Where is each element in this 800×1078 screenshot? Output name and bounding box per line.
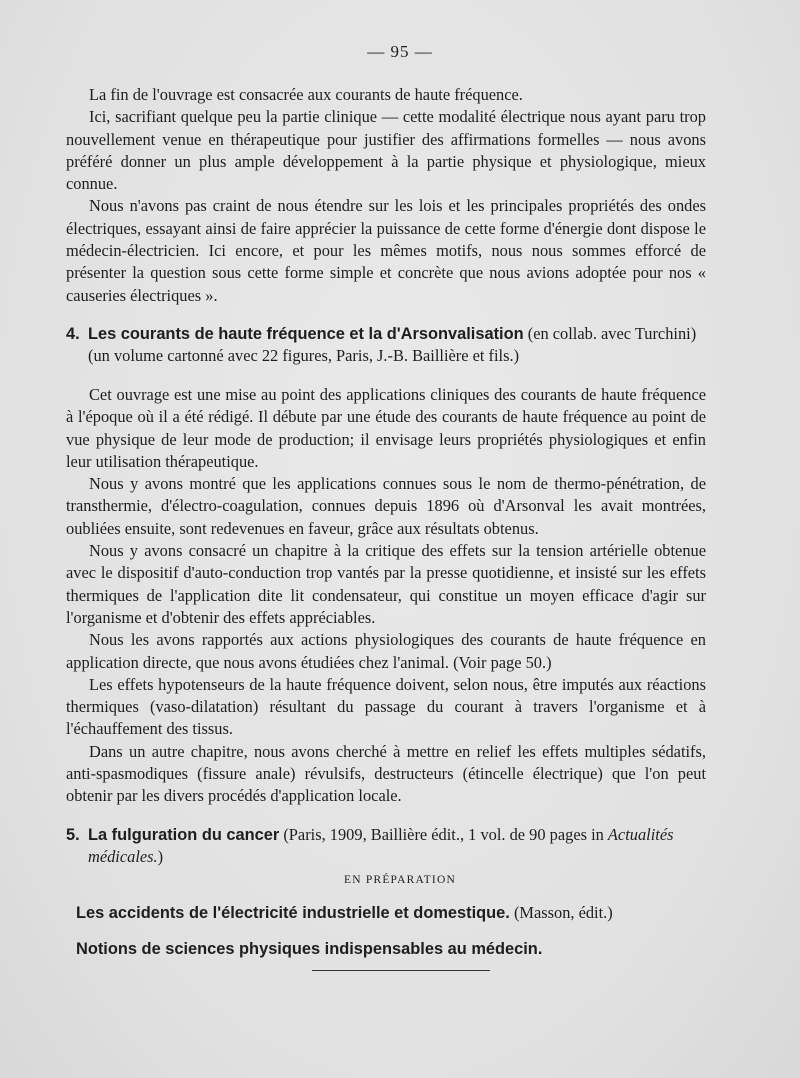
entry-series: Actualités médicales. (88, 825, 674, 867)
bibliography-entry-4 (66, 323, 711, 368)
section-heading: EN PRÉPARATION (344, 874, 456, 886)
closing-rule (312, 970, 490, 971)
entry-title: La fulguration du cancer (88, 826, 280, 844)
paragraph: Dans un autre chapitre, nous avons cherché à mettre en relief les effets multiples sédatifs, anti-spasmodiques (fissure anale) révulsifs, destructeurs (étincelle électrique) que l'on peut obtenir par les divers procédés d'application locale. (66, 741, 706, 806)
bibliography-entry-5 (66, 824, 711, 869)
item-title: Les accidents de l'électricité industrielle et domestique. (76, 904, 510, 922)
paragraph: Nous y avons consacré un chapitre à la critique des effets sur la tension artérielle obtenue avec le dispositif d'auto-conduction trop vantés par la presse quotidienne, et insisté sur les effets thermiques de l'application dite lit condensateur, qui constitue un moyen efficace d'agir sur l'organisme et d'obtenir des effets appréciables. (66, 541, 706, 627)
page-number: — 95 — (367, 42, 433, 61)
entry-details: (Paris, 1909, Baillière édit., 1 vol. de 90 pages in (279, 825, 608, 844)
entry-closing: ) (157, 847, 164, 867)
item-title: Notions de sciences physiques indispensables au médecin. (76, 940, 543, 958)
entry-title: Les courants de haute fréquence et la d'Arsonvalisation (88, 325, 524, 343)
item-details: (Masson, édit.) (509, 903, 613, 922)
intro-text (66, 84, 706, 307)
preparation-item-2 (76, 938, 716, 960)
paragraph: Nous les avons rapportés aux actions physiologiques des courants de haute fréquence en application directe, que nous avons étudiées chez l'animal. (Voir page 50.) (66, 630, 706, 672)
preparation-item-1 (76, 902, 716, 924)
paragraph: Nous n'avons pas craint de nous étendre sur les lois et les principales propriétés des ondes électriques, essayant ainsi de faire apprécier la puissance de cette forme d'énergie dont dispose le médecin-électricien. Ici encore, et pour les mêmes motifs, nous nous sommes efforcé de présenter la question sous cette forme simple et concrète que nous avions adoptée pour nos « causeries électriques ». (66, 196, 706, 305)
section-4-text (66, 384, 706, 808)
paragraph: Les effets hypotenseurs de la haute fréquence doivent, selon nous, être imputés aux réactions thermiques (vaso-dilatation) résultant du passage du courant à travers l'organisme et à l'échauffement des tissus. (66, 674, 706, 739)
entry-number: 4. (66, 325, 80, 343)
entry-number: 5. (66, 826, 80, 844)
paragraph: Nous y avons montré que les applications connues sous le nom de thermo-pénétration, de transthermie, d'électro-coagulation, connues depuis 1896 où d'Arsonval les avait montrées, oubliées ensuite, sont redevenues en faveur, grâce aux résultats obtenus. (66, 474, 706, 538)
paragraph: La fin de l'ouvrage est consacrée aux courants de haute fréquence. (89, 85, 523, 104)
entry-details: (en collab. avec Turchini) (un volume cartonné avec 22 figures, Paris, J.-B. Baillière et fils.) (88, 324, 697, 366)
paragraph: Cet ouvrage est une mise au point des applications cliniques des courants de haute fréquence à l'époque où il a été rédigé. Il débute par une étude des courants de haute fréquence au point de vue physique de leur mode de production; il envisage leurs propriétés physiologiques et enfin leur utilisation thérapeutique. (66, 385, 706, 471)
paragraph: Ici, sacrifiant quelque peu la partie clinique — cette modalité électrique nous ayant paru trop nouvellement venue en thérapeutique pour justifier des affirmations formelles — nous avons préféré donner un plus ample développement à la partie physique et physiologique, mieux connue. (66, 107, 706, 194)
